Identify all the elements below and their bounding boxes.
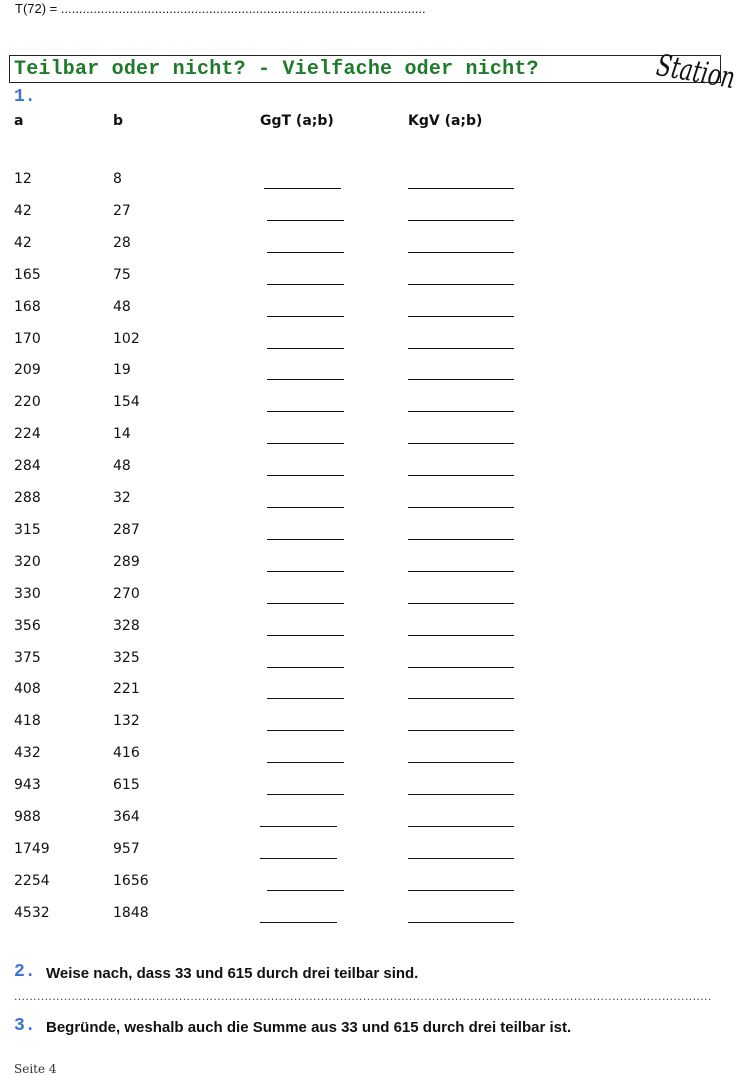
cell-a: 220 [14,394,41,410]
task-2-answer-line: ...................................................................................................................................................................................... [14,989,712,1003]
kgv-answer-blank[interactable] [408,475,514,476]
cell-a: 2254 [14,873,50,889]
cell-a: 315 [14,522,41,538]
ggt-answer-blank[interactable] [267,284,344,285]
cell-b: 8 [113,171,122,187]
ggt-answer-blank[interactable] [267,443,344,444]
ggt-answer-blank[interactable] [267,635,344,636]
cell-b: 75 [113,267,131,283]
cell-b: 615 [113,777,140,793]
kgv-answer-blank[interactable] [408,667,514,668]
ggt-answer-blank[interactable] [267,252,344,253]
page-number: Seite 4 [14,1062,57,1076]
ggt-answer-blank[interactable] [267,794,344,795]
kgv-answer-blank[interactable] [408,348,514,349]
cell-b: 1656 [113,873,149,889]
kgv-answer-blank[interactable] [408,571,514,572]
kgv-answer-blank[interactable] [408,379,514,380]
cell-a: 42 [14,203,32,219]
kgv-answer-blank[interactable] [408,443,514,444]
kgv-answer-blank[interactable] [408,794,514,795]
cell-b: 287 [113,522,140,538]
ggt-answer-blank[interactable] [260,826,337,827]
ggt-answer-blank[interactable] [267,698,344,699]
ggt-answer-blank[interactable] [260,858,337,859]
cell-b: 1848 [113,905,149,921]
task-1-number: 1. [14,87,36,107]
cell-a: 356 [14,618,41,634]
page-title: Teilbar oder nicht? - Vielfache oder nicht? [14,58,539,81]
kgv-answer-blank[interactable] [408,316,514,317]
ggt-answer-blank[interactable] [267,220,344,221]
ggt-answer-blank[interactable] [267,507,344,508]
kgv-answer-blank[interactable] [408,762,514,763]
cell-b: 270 [113,586,140,602]
cell-a: 42 [14,235,32,251]
cell-a: 432 [14,745,41,761]
kgv-answer-blank[interactable] [408,507,514,508]
kgv-answer-blank[interactable] [408,252,514,253]
cell-a: 209 [14,362,41,378]
cell-a: 4532 [14,905,50,921]
cell-a: 418 [14,713,41,729]
cell-b: 325 [113,650,140,666]
ggt-answer-blank[interactable] [267,762,344,763]
ggt-answer-blank[interactable] [267,316,344,317]
ggt-answer-blank[interactable] [267,411,344,412]
kgv-answer-blank[interactable] [408,826,514,827]
ggt-answer-blank[interactable] [260,922,337,923]
kgv-answer-blank[interactable] [408,858,514,859]
cell-b: 48 [113,458,131,474]
cell-b: 328 [113,618,140,634]
task-2-number: 2. [14,962,36,982]
cell-b: 28 [113,235,131,251]
ggt-answer-blank[interactable] [267,379,344,380]
column-header-ggt: GgT (a;b) [260,113,334,129]
task-2-text: Weise nach, dass 33 und 615 durch drei teilbar sind. [46,965,419,982]
cell-b: 364 [113,809,140,825]
cell-b: 19 [113,362,131,378]
kgv-answer-blank[interactable] [408,922,514,923]
ggt-answer-blank[interactable] [267,890,344,891]
task-3-text: Begründe, weshalb auch die Summe aus 33 und 615 durch drei teilbar ist. [46,1019,572,1036]
cell-b: 48 [113,299,131,315]
ggt-answer-blank[interactable] [267,475,344,476]
ggt-answer-blank[interactable] [267,667,344,668]
cell-a: 12 [14,171,32,187]
ggt-answer-blank[interactable] [267,571,344,572]
cell-a: 224 [14,426,41,442]
ggt-answer-blank[interactable] [267,539,344,540]
cell-a: 375 [14,650,41,666]
column-header-a: a [14,113,24,129]
kgv-answer-blank[interactable] [408,698,514,699]
kgv-answer-blank[interactable] [408,890,514,891]
cell-a: 170 [14,331,41,347]
cell-a: 165 [14,267,41,283]
cell-a: 284 [14,458,41,474]
cell-b: 221 [113,681,140,697]
cell-b: 27 [113,203,131,219]
ggt-answer-blank[interactable] [264,188,341,189]
cell-a: 168 [14,299,41,315]
cell-a: 1749 [14,841,50,857]
cell-a: 408 [14,681,41,697]
kgv-answer-blank[interactable] [408,220,514,221]
cell-a: 288 [14,490,41,506]
column-header-b: b [113,113,124,129]
cell-a: 330 [14,586,41,602]
top-answer-line: T(72) = ..................................................................................................... [15,1,426,16]
station-label: Station [653,48,738,97]
ggt-answer-blank[interactable] [267,603,344,604]
cell-b: 102 [113,331,140,347]
cell-b: 32 [113,490,131,506]
cell-b: 154 [113,394,140,410]
cell-a: 988 [14,809,41,825]
cell-b: 132 [113,713,140,729]
kgv-answer-blank[interactable] [408,730,514,731]
kgv-answer-blank[interactable] [408,188,514,189]
kgv-answer-blank[interactable] [408,603,514,604]
cell-b: 957 [113,841,140,857]
ggt-answer-blank[interactable] [267,730,344,731]
cell-b: 14 [113,426,131,442]
cell-b: 289 [113,554,140,570]
kgv-answer-blank[interactable] [408,635,514,636]
cell-a: 943 [14,777,41,793]
cell-a: 320 [14,554,41,570]
kgv-answer-blank[interactable] [408,284,514,285]
kgv-answer-blank[interactable] [408,411,514,412]
column-header-kgv: KgV (a;b) [408,113,483,129]
task-3-number: 3. [14,1016,36,1036]
kgv-answer-blank[interactable] [408,539,514,540]
ggt-answer-blank[interactable] [267,348,344,349]
cell-b: 416 [113,745,140,761]
